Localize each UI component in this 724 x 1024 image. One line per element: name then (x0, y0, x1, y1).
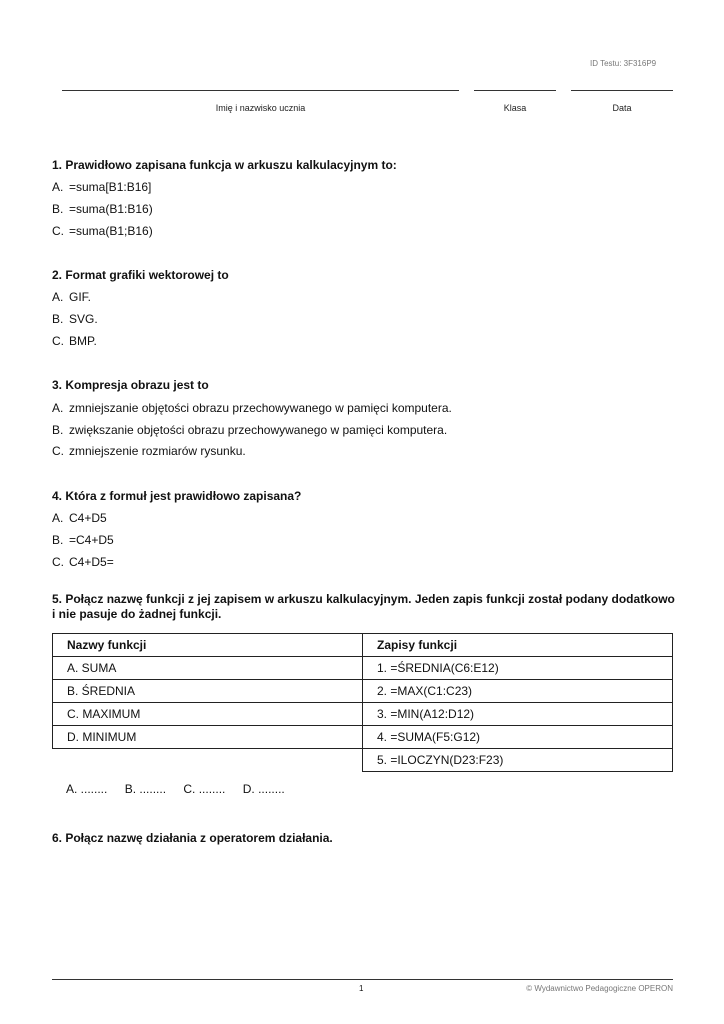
option-letter: B. (52, 533, 64, 547)
question-1-title: 1. Prawidłowo zapisana funkcja w arkuszu kalkulacyjnym to: (52, 158, 397, 172)
option-text: C4+D5 (69, 511, 107, 525)
question-2-title: 2. Format grafiki wektorowej to (52, 268, 229, 282)
option-letter: A. (52, 180, 64, 194)
question-3-option-a[interactable] (52, 401, 452, 415)
empty-cell (53, 749, 363, 772)
name-label: Imię i nazwisko ucznia (215, 103, 306, 113)
class-label: Klasa (503, 103, 527, 113)
question-4-title: 4. Która z formuł jest prawidłowo zapisana? (52, 489, 302, 503)
copyright: © Wydawnictwo Pedagogiczne OPERON (526, 984, 673, 993)
name-line (62, 90, 459, 91)
question-1-option-c[interactable] (52, 224, 153, 238)
table-header-names: Nazwy funkcji (53, 634, 363, 657)
option-letter: A. (52, 511, 64, 525)
question-2-option-a[interactable] (52, 290, 91, 304)
option-text: =C4+D5 (69, 533, 114, 547)
answer-blank-a[interactable]: A. ........ (66, 782, 108, 796)
date-label: Data (612, 103, 632, 113)
option-text: BMP. (69, 334, 97, 348)
class-line (474, 90, 556, 91)
option-text: zmniejszenie rozmiarów rysunku. (69, 444, 246, 458)
function-name: A. SUMA (53, 657, 363, 680)
function-formula: 1. =ŚREDNIA(C6:E12) (363, 657, 673, 680)
option-text: SVG. (69, 312, 98, 326)
option-text: C4+D5= (69, 555, 114, 569)
option-text: GIF. (69, 290, 92, 304)
question-2-option-c[interactable] (52, 334, 97, 348)
question-2-option-b[interactable] (52, 312, 98, 326)
test-id: ID Testu: 3F316P9 (590, 59, 657, 68)
question-1-option-a[interactable] (52, 180, 151, 194)
option-letter: C. (52, 444, 64, 458)
answer-blanks (66, 782, 299, 796)
question-3-option-c[interactable] (52, 444, 246, 458)
option-text: zwiększanie objętości obrazu przechowywanego w pamięci komputera. (69, 423, 448, 437)
question-4-option-a[interactable] (52, 511, 107, 525)
table-row (53, 657, 673, 680)
question-6-title: 6. Połącz nazwę działania z operatorem działania. (52, 831, 333, 845)
table-row (53, 749, 673, 772)
option-letter: B. (52, 202, 64, 216)
function-name: C. MAXIMUM (53, 703, 363, 726)
answer-blank-c[interactable]: C. ........ (183, 782, 226, 796)
question-1-option-b[interactable] (52, 202, 153, 216)
answer-blank-d[interactable]: D. ........ (242, 782, 285, 796)
option-text: =suma(B1;B16) (69, 224, 153, 238)
function-name: B. ŚREDNIA (53, 680, 363, 703)
page-number: 1 (359, 984, 364, 993)
table-header-formulas: Zapisy funkcji (363, 634, 673, 657)
table-header-row (53, 634, 673, 657)
option-letter: C. (52, 555, 64, 569)
footer-divider (52, 979, 673, 980)
option-letter: A. (52, 290, 64, 304)
option-text: =suma[B1:B16] (69, 180, 152, 194)
question-5-title: 5. Połącz nazwę funkcji z jej zapisem w arkuszu kalkulacyjnym. Jeden zapis funkcji został podany dodatkowo i nie pasuje do żadnej funkcji. (52, 592, 675, 621)
function-name: D. MINIMUM (53, 726, 363, 749)
option-text: =suma(B1:B16) (69, 202, 153, 216)
question-4-option-c[interactable] (52, 555, 114, 569)
function-formula: 3. =MIN(A12:D12) (363, 703, 673, 726)
option-letter: A. (52, 401, 64, 415)
answer-blank-b[interactable]: B. ........ (124, 782, 167, 796)
function-formula: 5. =ILOCZYN(D23:F23) (363, 749, 673, 772)
option-text: zmniejszanie objętości obrazu przechowywanego w pamięci komputera. (69, 401, 452, 415)
option-letter: C. (52, 224, 64, 238)
table-row (53, 680, 673, 703)
option-letter: C. (52, 334, 64, 348)
function-formula: 2. =MAX(C1:C23) (363, 680, 673, 703)
table-row (53, 703, 673, 726)
option-letter: B. (52, 423, 64, 437)
functions-table (52, 633, 673, 772)
date-line (571, 90, 673, 91)
question-3-title: 3. Kompresja obrazu jest to (52, 378, 209, 392)
function-formula: 4. =SUMA(F5:G12) (363, 726, 673, 749)
question-3-option-b[interactable] (52, 423, 447, 437)
question-4-option-b[interactable] (52, 533, 114, 547)
table-row (53, 726, 673, 749)
option-letter: B. (52, 312, 64, 326)
